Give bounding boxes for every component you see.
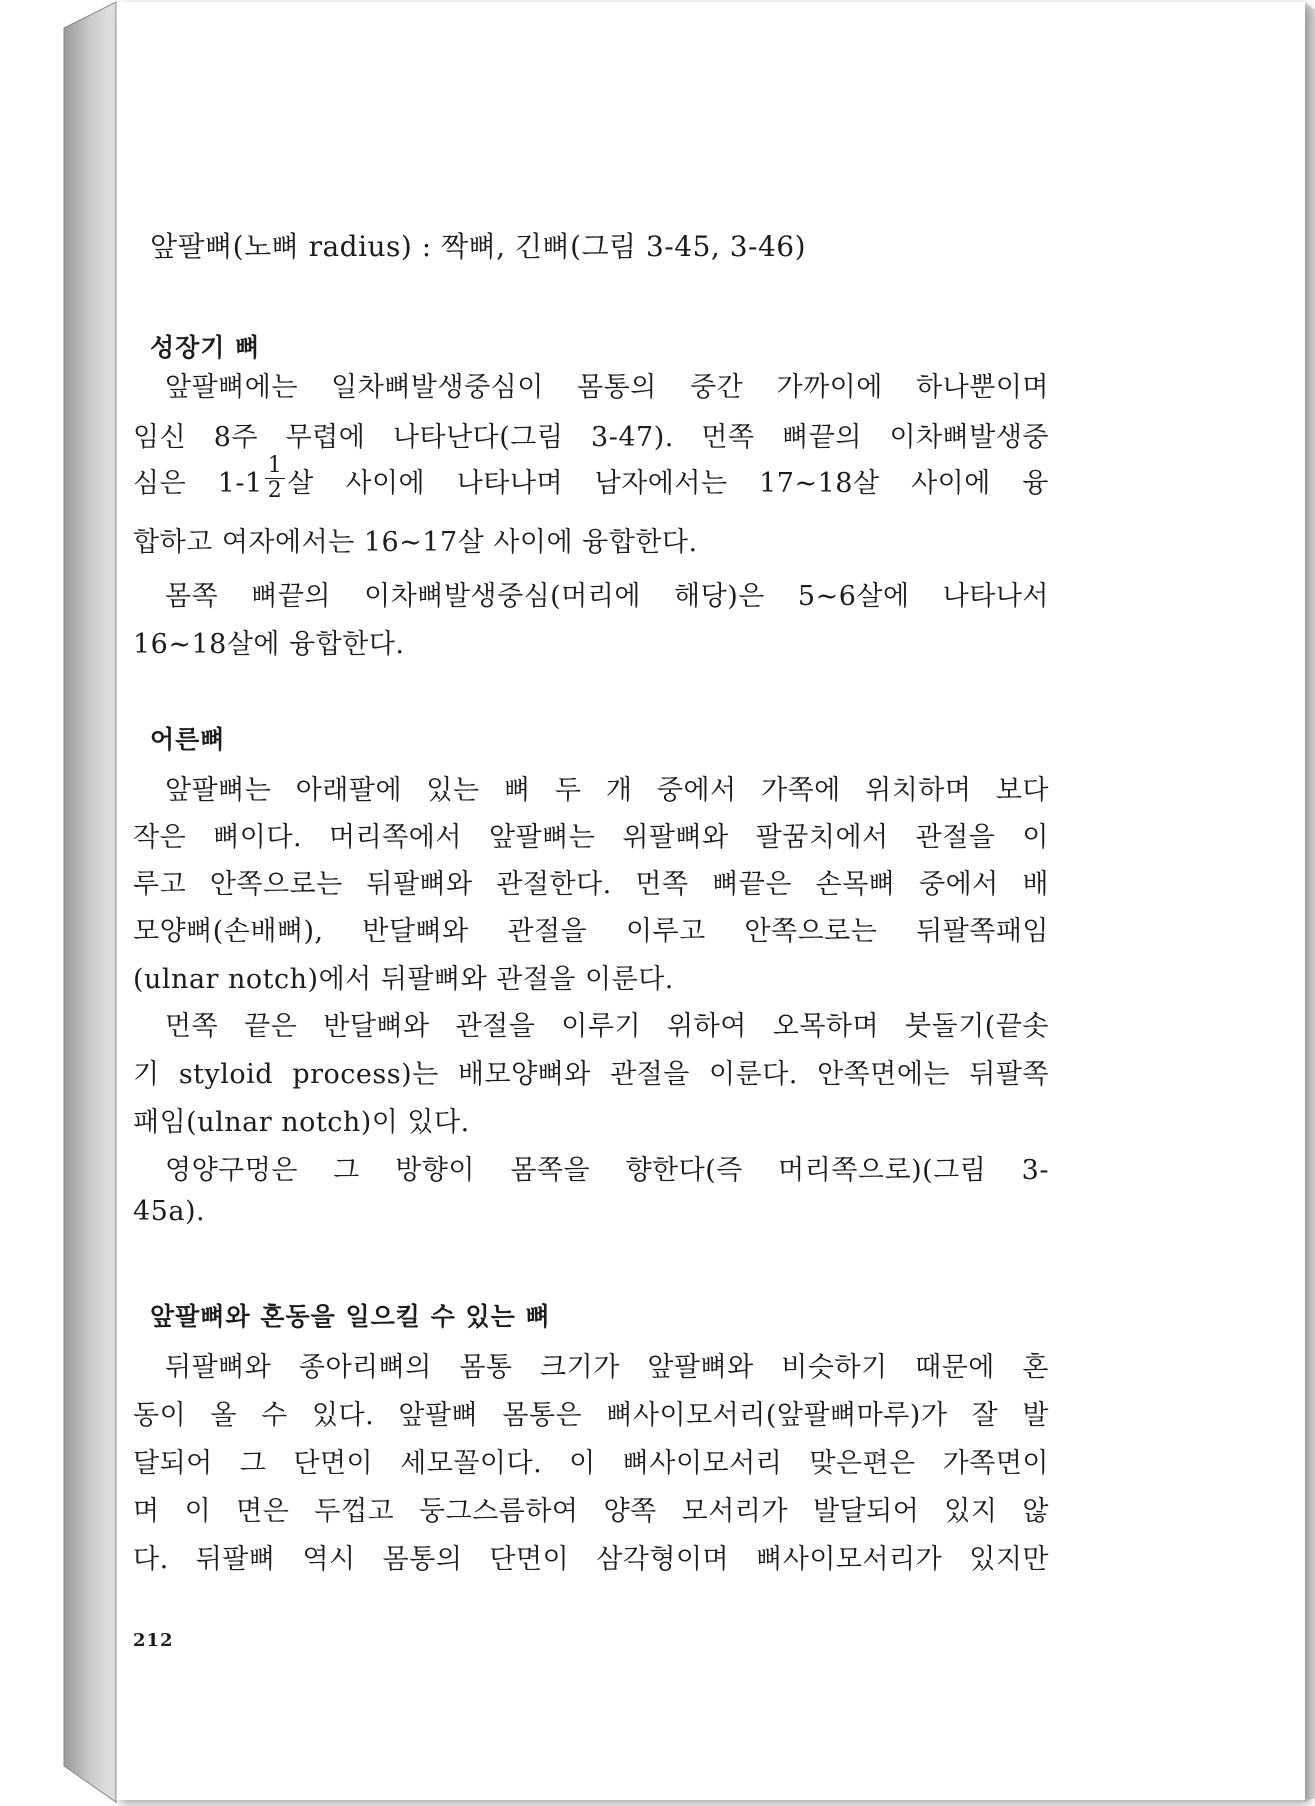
section-heading-confusable-bones: 앞팔뼈와 혼동을 일으킬 수 있는 뼈 [150,1302,551,1331]
fraction-denominator: 2 [267,478,283,503]
text-line: 모양뼈(손배뼈), 반달뼈와 관절을 이루고 안쪽으로는 뒤팔쪽패임 [133,916,1049,947]
text-line: 동이 올 수 있다. 앞팔뼈 몸통은 뼈사이모서리(앞팔뼈마루)가 잘 발 [133,1400,1049,1431]
fraction-numerator: 1 [265,454,286,479]
text-line: 뒤팔뼈와 종아리뼈의 몸통 크기가 앞팔뼈와 비슷하기 때문에 혼 [165,1352,1049,1383]
text-fragment: 심은 [133,468,187,499]
text-line: 루고 안쪽으로는 뒤팔뼈와 관절한다. 먼쪽 뼈끝은 손목뼈 중에서 배 [133,869,1049,900]
section-heading-growing-bone: 성장기 뼈 [150,333,261,362]
chapter-title: 앞팔뼈(노뼈 radius) : 짝뼈, 긴뼈(그림 3-45, 3-46) [150,230,807,263]
text-fragment: 1-1 [217,468,263,499]
text-line: 먼쪽 끝은 반달뼈와 관절을 이루기 위하여 오목하며 붓돌기(끝솟 [165,1011,1049,1042]
text-line: 며 이 면은 두껍고 둥그스름하여 양쪽 모서리가 발달되어 있지 않 [133,1496,1049,1527]
text-line: 임신 8주 무렵에 나타난다(그림 3-47). 먼쪽 뼈끝의 이차뼈발생중 [133,422,1049,453]
text-line: 45a). [133,1196,206,1227]
text-line: 패임(ulnar notch)이 있다. [133,1107,470,1138]
page-number: 212 [133,1630,174,1651]
text-line: 작은 뼈이다. 머리쪽에서 앞팔뼈는 위팔뼈와 팔꿈치에서 관절을 이 [133,822,1049,853]
text-line: 앞팔뼈는 아래팔에 있는 뼈 두 개 중에서 가쪽에 위치하며 보다 [165,775,1049,806]
text-line: 기 styloid process)는 배모양뼈와 관절을 이룬다. 안쪽면에는 뒤팔쪽 [133,1059,1049,1090]
text-line: 달되어 그 단면이 세모꼴이다. 이 뼈사이모서리 맞은편은 가쪽면이 [133,1448,1049,1479]
text-line: 16∼18살에 융합한다. [133,629,405,660]
text-line: 다. 뒤팔뼈 역시 몸통의 단면이 삼각형이며 뼈사이모서리가 있지만 [133,1544,1049,1575]
fraction [265,454,286,503]
text-line-with-fraction [133,453,1049,509]
text-line: 영양구멍은 그 방향이 몸쪽을 향한다(즉 머리쪽으로)(그림 3- [165,1155,1049,1186]
section-heading-adult-bone: 어른뼈 [150,725,226,754]
text-line: (ulnar notch)에서 뒤팔뼈와 관절을 이룬다. [133,964,674,995]
text-line: 합하고 여자에서는 16∼17살 사이에 융합한다. [133,527,698,558]
text-line: 앞팔뼈에는 일차뼈발생중심이 몸통의 중간 가까이에 하나뿐이며 [165,372,1049,403]
text-line: 몸쪽 뼈끝의 이차뼈발생중심(머리에 해당)은 5∼6살에 나타나서 [165,581,1049,612]
book-page [116,2,1305,1800]
text-fragment: 살 사이에 나타나며 남자에서는 17∼18살 사이에 융 [287,468,1049,499]
